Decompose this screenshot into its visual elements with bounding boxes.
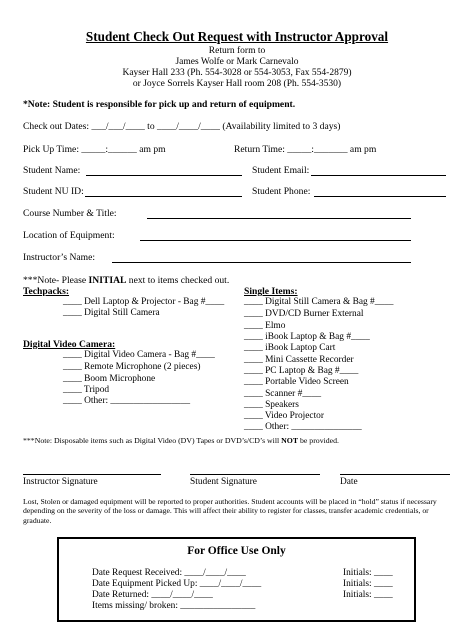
student-name-line[interactable]: [86, 175, 242, 176]
dv-item-other[interactable]: ____ Other: _________________: [63, 396, 191, 406]
initial-note-prefix: ***Note- Please: [23, 275, 89, 286]
date-line[interactable]: [340, 474, 450, 475]
return-time-field[interactable]: Return Time: _____:_______ am pm: [234, 144, 377, 155]
disposable-note: [23, 437, 339, 445]
checkout-dates-field[interactable]: Check out Dates: ___/___/____ to ____/____/____ (Availability limited to 3 days): [23, 121, 341, 132]
pickup-time-field[interactable]: Pick Up Time: _____:______ am pm: [23, 144, 166, 155]
dv-item-camera[interactable]: ____ Digital Video Camera - Bag #____: [63, 350, 215, 360]
single-item-speakers[interactable]: ____ Speakers: [244, 400, 299, 410]
single-item-other[interactable]: ____ Other: _______________: [244, 422, 362, 432]
student-signature-label: Student Signature: [190, 477, 257, 487]
single-item-projector[interactable]: ____ Video Projector: [244, 411, 324, 421]
office-date-picked-up[interactable]: Date Equipment Picked Up: ____/____/____: [92, 579, 262, 589]
student-email-label: Student Email:: [252, 165, 310, 176]
office-date-returned[interactable]: Date Returned: ____/____/____: [92, 590, 213, 600]
date-label: Date: [340, 477, 358, 487]
student-phone-label: Student Phone:: [252, 186, 311, 197]
digital-video-heading: Digital Video Camera:: [23, 339, 116, 350]
techpack-item-camera[interactable]: ____ Digital Still Camera: [63, 308, 160, 318]
single-item-pc-laptop[interactable]: ____ PC Laptop & Bag #____: [244, 366, 359, 376]
office-date-received[interactable]: Date Request Received: ____/____/____: [92, 568, 246, 578]
address-line-2: or Joyce Sorrels Kayser Hall room 208 (Ph. 554-3530): [132, 79, 342, 89]
single-item-video-screen[interactable]: ____ Portable Video Screen: [244, 377, 349, 387]
student-name-label: Student Name:: [23, 165, 81, 176]
contact-names: James Wolfe or Mark Carnevalo: [175, 57, 299, 67]
instructor-signature-line[interactable]: [23, 474, 161, 475]
single-item-ibook-cart[interactable]: ____ iBook Laptop Cart: [244, 343, 336, 353]
single-item-scanner[interactable]: ____ Scanner #____: [244, 389, 322, 399]
responsibility-note: *Note: Student is responsible for pick up and return of equipment.: [23, 99, 296, 110]
return-form-to: Return form to: [208, 46, 266, 56]
dv-item-boom-mic[interactable]: ____ Boom Microphone: [63, 374, 156, 384]
techpacks-heading: Techpacks:: [23, 286, 70, 297]
office-items-missing[interactable]: Items missing/ broken: ________________: [92, 601, 256, 611]
office-initials-received[interactable]: Initials: ____: [343, 568, 393, 578]
form-title: Student Check Out Request with Instructor Approval: [85, 29, 389, 44]
instructor-signature-label: Instructor Signature: [23, 477, 98, 487]
techpack-item-dell[interactable]: ____ Dell Laptop & Projector - Bag #____: [63, 297, 225, 307]
single-item-cassette[interactable]: ____ Mini Cassette Recorder: [244, 355, 354, 365]
single-item-ibook-laptop[interactable]: ____ iBook Laptop & Bag #____: [244, 332, 370, 342]
disposable-note-prefix: ***Note: Disposable items such as Digital Video (DV) Tapes or DVD’s/CD’s will: [23, 436, 282, 445]
initial-note-bold: INITIAL: [88, 275, 127, 286]
disposable-note-bold: NOT: [281, 436, 299, 445]
location-label: Location of Equipment:: [23, 230, 115, 241]
course-label: Course Number & Title:: [23, 208, 117, 219]
disposable-note-suffix: be provided.: [298, 436, 339, 445]
student-phone-line[interactable]: [314, 196, 446, 197]
dv-item-tripod[interactable]: ____ Tripod: [63, 385, 110, 395]
address-line-1: Kayser Hall 233 (Ph. 554-3028 or 554-3053, Fax 554-2879): [122, 68, 352, 78]
office-initials-returned[interactable]: Initials: ____: [343, 590, 393, 600]
single-item-dvd-burner[interactable]: ____ DVD/CD Burner External: [244, 309, 364, 319]
initial-note-suffix: next to items checked out.: [126, 275, 230, 286]
office-use-title: For Office Use Only: [187, 545, 286, 557]
single-item-elmo[interactable]: ____ Elmo: [244, 321, 286, 331]
policy-paragraph: Lost, Stolen or damaged equipment will be reported to proper authorities. Student accounts will be placed in “hold” status if necessary depending on the severity of the loss or damage. This will affect their ability to register for classes, transfer academic credentials, or graduate.: [23, 497, 437, 525]
instructor-line[interactable]: [112, 262, 411, 263]
student-nu-id-line[interactable]: [85, 196, 242, 197]
single-item-still-camera[interactable]: ____ Digital Still Camera & Bag #____: [244, 297, 394, 307]
single-items-heading: Single Items:: [244, 286, 298, 297]
student-signature-line[interactable]: [190, 474, 320, 475]
instructor-label: Instructor’s Name:: [23, 252, 96, 263]
location-line[interactable]: [140, 240, 411, 241]
office-initials-picked-up[interactable]: Initials: ____: [343, 579, 393, 589]
initial-note: [23, 276, 229, 286]
student-nu-id-label: Student NU ID:: [23, 186, 84, 197]
student-email-line[interactable]: [311, 175, 446, 176]
dv-item-remote-mic[interactable]: ____ Remote Microphone (2 pieces): [63, 362, 201, 372]
course-line[interactable]: [147, 218, 411, 219]
